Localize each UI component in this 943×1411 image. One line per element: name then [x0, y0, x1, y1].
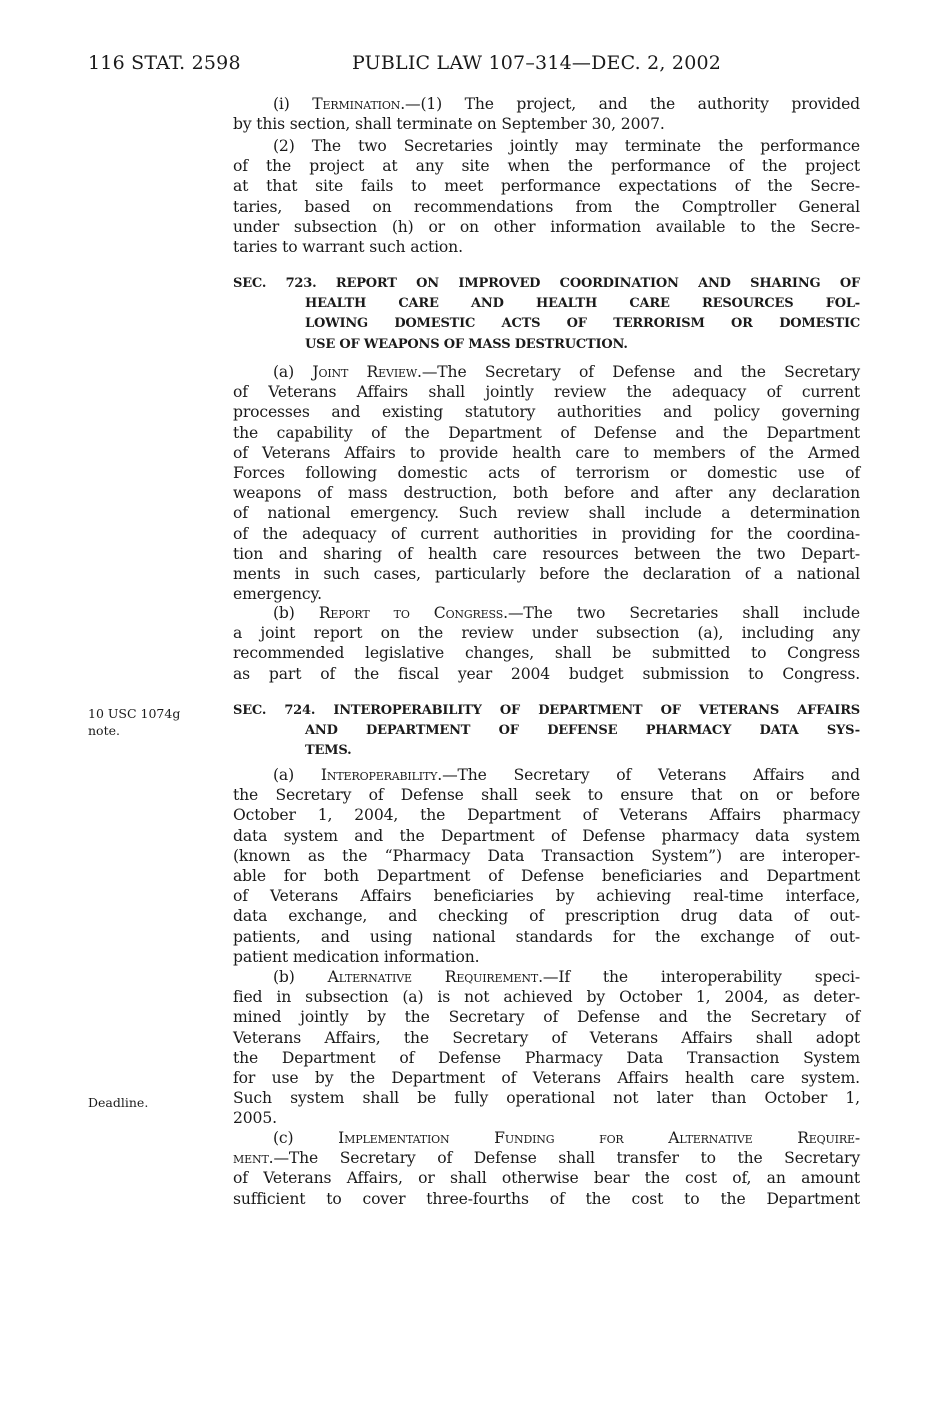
- text-line: the capability of the Department of Defense and the Department: [233, 423, 860, 442]
- text-line: SEC. 724. INTEROPERABILITY OF DEPARTMENT OF VETERANS AFFAIRS: [233, 703, 860, 718]
- text-line: the Secretary of Defense shall seek to ensure that on or before: [233, 786, 860, 805]
- subsection-caption: Interoperability: [320, 766, 438, 784]
- text-line: processes and existing statutory authorities and policy governing: [233, 403, 860, 422]
- margin-note-line: Deadline.: [88, 1095, 149, 1110]
- subsection-caption: Joint Review: [312, 363, 418, 381]
- text-line: Forces following domestic acts of terrorism or domestic use of: [233, 463, 860, 482]
- text-line: SEC. 723. REPORT ON IMPROVED COORDINATION AND SHARING OF: [233, 276, 860, 291]
- text-line: patients, and using national standards for the exchange of out-: [233, 927, 860, 946]
- paragraph: [233, 765, 860, 967]
- text-line: of Veterans Affairs, or shall otherwise bear the cost of, an amount: [233, 1169, 860, 1188]
- text-line: (b) Alternative Requirement.—If the interoperability speci-: [273, 968, 860, 986]
- text-line: (b) Report to Congress.—The two Secretaries shall include: [273, 604, 860, 622]
- text-line: as part of the fiscal year 2004 budget submission to Congress.: [233, 664, 860, 683]
- text-line: mined jointly by the Secretary of Defense and the Secretary of: [233, 1008, 860, 1027]
- text-line: TEMS.: [305, 743, 352, 759]
- text-line: AND DEPARTMENT OF DEFENSE PHARMACY DATA SYS-: [305, 723, 860, 739]
- margin-note-usc: [88, 705, 180, 739]
- text-line: (2) The two Secretaries jointly may terminate the performance: [273, 137, 860, 155]
- margin-note-deadline: [88, 1094, 148, 1111]
- text-line: (c) Implementation Funding for Alternative Require-: [273, 1129, 860, 1147]
- running-title: PUBLIC LAW 107–314—DEC. 2, 2002: [352, 52, 722, 74]
- text-line: fied in subsection (a) is not achieved by October 1, 2004, as deter-: [233, 988, 860, 1007]
- text-line: patient medication information.: [233, 947, 480, 966]
- text-line: of Veterans Affairs beneficiaries by achieving real-time interface,: [233, 887, 860, 906]
- text-line: (a) Interoperability.—The Secretary of Veterans Affairs and: [273, 766, 860, 784]
- text-line: October 1, 2004, the Department of Veterans Affairs pharmacy: [233, 806, 860, 825]
- text-line: of the project at any site when the performance of the project: [233, 157, 860, 176]
- text-line: 2005.: [233, 1109, 277, 1128]
- text-line: able for both Department of Defense beneficiaries and Department: [233, 866, 860, 885]
- text-line: Veterans Affairs, the Secretary of Veterans Affairs shall adopt: [233, 1028, 860, 1047]
- subsection-caption: Implementation Funding for Alternative Require-: [338, 1129, 860, 1147]
- margin-note-line: 10 USC 1074g: [88, 706, 181, 721]
- text-line: taries, based on recommendations from the Comptroller General: [233, 197, 860, 216]
- text-line: (known as the “Pharmacy Data Transaction System”) are interoper-: [233, 846, 860, 865]
- text-line: data system and the Department of Defense pharmacy data system: [233, 826, 860, 845]
- text-line: under subsection (h) or on other information available to the Secre-: [233, 217, 860, 236]
- text-line: recommended legislative changes, shall be submitted to Congress: [233, 644, 860, 663]
- text-line: USE OF WEAPONS OF MASS DESTRUCTION.: [305, 336, 628, 352]
- text-line: data exchange, and checking of prescription drug data of out-: [233, 907, 860, 926]
- text-line: taries to warrant such action.: [233, 237, 463, 256]
- text-line: emergency.: [233, 585, 322, 604]
- text-line: (i) Termination.—(1) The project, and the authority provided: [273, 95, 860, 113]
- text-line: LOWING DOMESTIC ACTS OF TERRORISM OR DOMESTIC: [305, 316, 860, 332]
- subsection-caption: Termination: [312, 95, 401, 113]
- text-line: by this section, shall terminate on September 30, 2007.: [233, 115, 665, 134]
- paragraph: [233, 1128, 860, 1209]
- text-line: of Veterans Affairs shall jointly review the adequacy of current: [233, 383, 860, 402]
- text-line: of national emergency. Such review shall include a determination: [233, 504, 860, 523]
- text-line: of Veterans Affairs to provide health care to members of the Armed: [233, 443, 860, 462]
- text-line: Such system shall be fully operational not later than October 1,: [233, 1089, 860, 1108]
- text-line: tion and sharing of health care resources between the two Depart-: [233, 544, 860, 563]
- paragraph: [233, 362, 860, 604]
- paragraph: [233, 94, 860, 134]
- section-heading: [233, 274, 860, 355]
- text-line: HEALTH CARE AND HEALTH CARE RESOURCES FOL-: [305, 296, 860, 312]
- margin-note-line: note.: [88, 723, 120, 738]
- text-line: weapons of mass destruction, both before and after any declaration: [233, 484, 860, 503]
- text-line: at that site fails to meet performance expectations of the Secre-: [233, 177, 860, 196]
- text-line: (a) Joint Review.—The Secretary of Defense and the Secretary: [273, 363, 860, 381]
- text-line: for use by the Department of Veterans Affairs health care system.: [233, 1068, 860, 1087]
- paragraph: [233, 136, 860, 257]
- text-line: ment.—The Secretary of Defense shall transfer to the Secretary: [233, 1149, 860, 1168]
- subsection-caption: Report to Congress: [318, 604, 504, 622]
- subsection-caption: ment: [233, 1149, 269, 1168]
- text-line: sufficient to cover three-fourths of the cost to the Department: [233, 1189, 860, 1208]
- text-line: a joint report on the review under subsection (a), including any: [233, 624, 860, 643]
- subsection-caption: Alternative Requirement: [327, 968, 539, 986]
- page-stat-number: 116 STAT. 2598: [88, 52, 241, 74]
- section-heading: [233, 701, 860, 762]
- paragraph: [233, 967, 860, 1129]
- text-line: of the adequacy of current authorities in providing for the coordina-: [233, 524, 860, 543]
- paragraph: [233, 603, 860, 684]
- text-line: the Department of Defense Pharmacy Data Transaction System: [233, 1048, 860, 1067]
- text-line: ments in such cases, particularly before the declaration of a national: [233, 564, 860, 583]
